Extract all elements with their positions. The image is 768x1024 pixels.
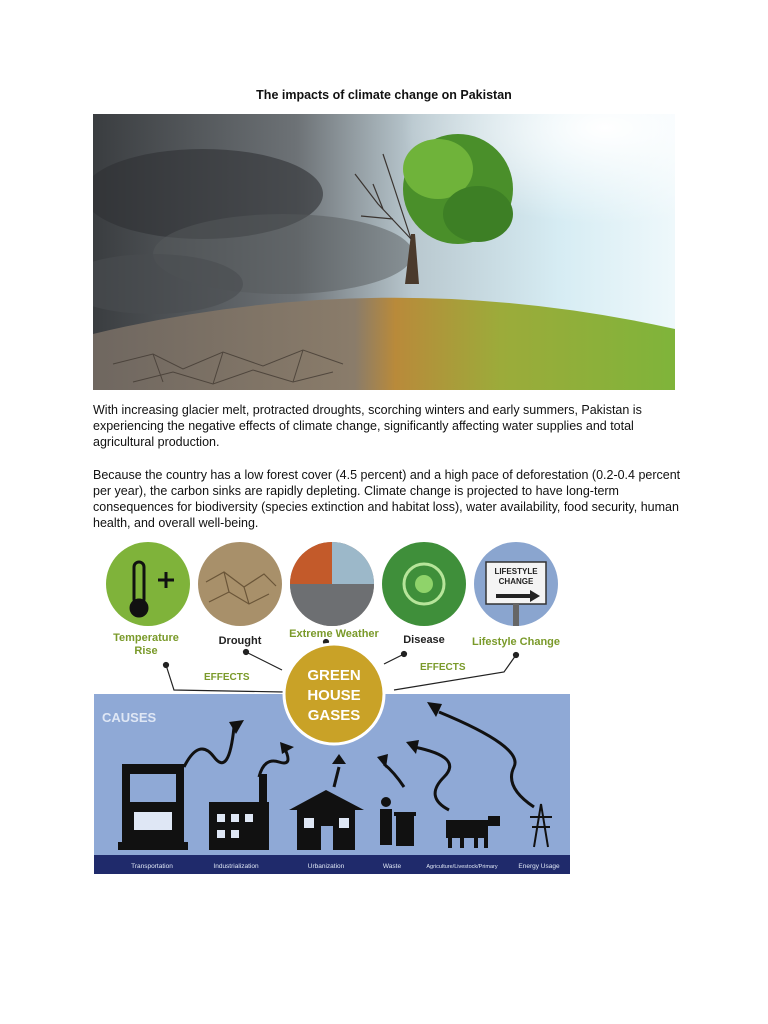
hero-image-climate-tree [93, 114, 675, 390]
svg-text:Extreme Weather: Extreme Weather [289, 628, 379, 640]
svg-text:Industrialization: Industrialization [213, 863, 259, 870]
svg-text:Urbanization: Urbanization [307, 863, 345, 870]
greenhouse-gases-infographic [94, 542, 570, 874]
paragraph-intro: With increasing glacier melt, protracted droughts, scorching winters and early summers, Pakistan is experiencing the negative effects of climate change, significantly affecting water supplies and total agricultural production. [93, 403, 642, 449]
page-title: The impacts of climate change on Pakistan [256, 88, 512, 102]
truck-icon [118, 764, 188, 850]
svg-text:Temperature: Temperature [113, 632, 179, 644]
svg-text:LIFESTYLE: LIFESTYLE [494, 567, 538, 576]
svg-text:HOUSE: HOUSE [307, 687, 361, 704]
causes-title: CAUSES [102, 710, 157, 725]
svg-text:Energy Usage: Energy Usage [518, 863, 560, 870]
svg-text:Agriculture/Livestock/Primary: Agriculture/Livestock/Primary [426, 864, 498, 870]
svg-text:Transportation: Transportation [131, 863, 173, 870]
svg-text:Rise: Rise [134, 645, 158, 657]
svg-text:Drought: Drought [218, 635, 262, 647]
svg-text:GREEN: GREEN [307, 667, 361, 684]
svg-text:CHANGE: CHANGE [498, 577, 534, 586]
paragraph-deforestation: Because the country has a low forest cover (4.5 percent) and a high pace of deforestation (0.2-0.4 percent per year), the carbon sinks are rapidly depleting. Climate change is projected to have long-term consequences for biodiversity (species extinction and habitat loss), water availability, food security, human health, and overall well-being. [93, 468, 681, 530]
svg-text:GASES: GASES [307, 707, 361, 724]
svg-text:Disease: Disease [403, 634, 445, 646]
svg-text:Lifestyle Change: Lifestyle Change [471, 636, 561, 648]
svg-text:EFFECTS: EFFECTS [420, 662, 466, 673]
svg-text:Waste: Waste [382, 863, 402, 870]
temperature-rise-circle [106, 542, 190, 626]
svg-text:EFFECTS: EFFECTS [204, 672, 250, 683]
